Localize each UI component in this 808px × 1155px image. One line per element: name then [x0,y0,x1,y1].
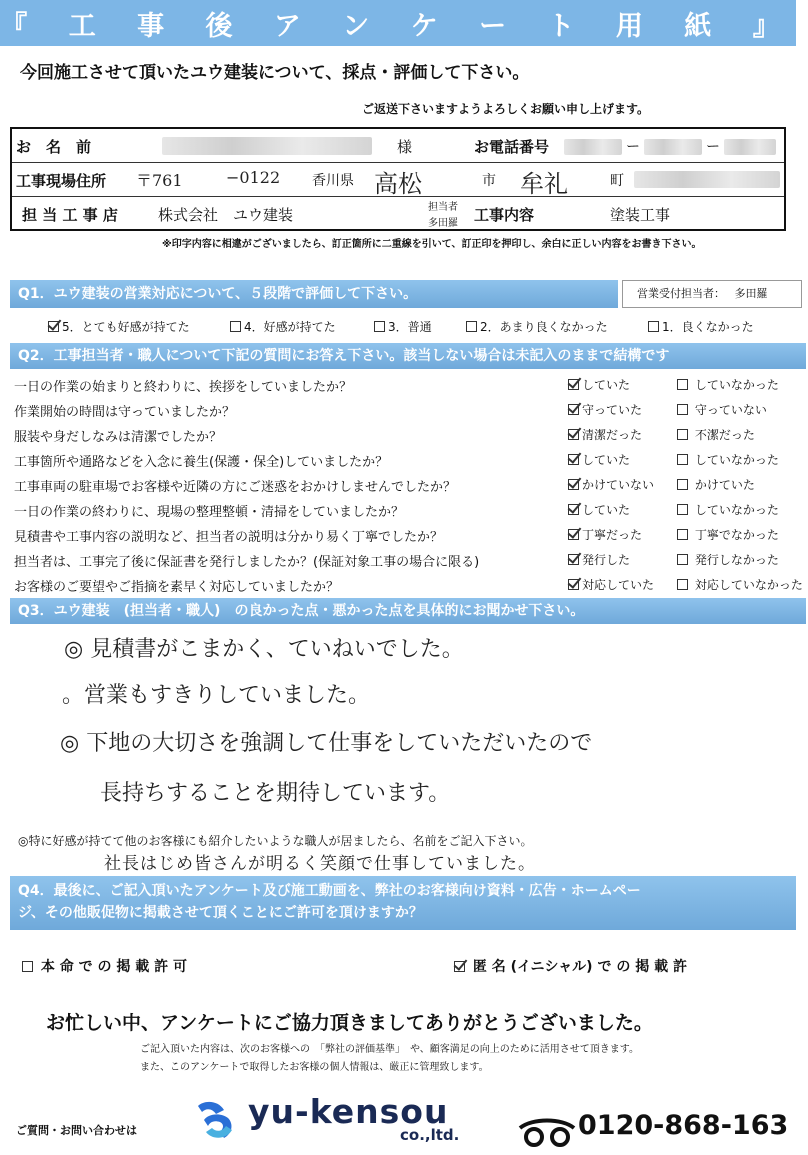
q2-question: 工事車両の駐車場でお客様や近隣の方にご迷惑をおかけしませんでしたか？ [14,480,457,495]
q2-answer-no[interactable]: していなかった [677,451,779,468]
q4-option-anonymous[interactable]: 匿 名 (イニシャル) で の 掲 載 許 [454,956,687,976]
q2-answer-no[interactable]: 丁寧でなかった [677,526,779,543]
town-label: 町 [610,173,624,189]
checkbox-icon[interactable] [568,404,579,415]
freedial-icon [518,1116,576,1148]
q2-question: 服装や身だしなみは清潔でしたか？ [14,430,223,445]
q2-question: 一日の作業の始まりと終わりに、挨拶をしていましたか？ [14,380,353,395]
checkbox-icon[interactable] [677,479,688,490]
company-label: 担 当 工 事 店 [22,206,118,224]
contact-label: ご質問・お問い合わせは [16,1124,137,1137]
sama-label: 様 [397,138,413,156]
checkbox-icon[interactable] [677,429,688,440]
q3-title: Q3．ユウ建装 (担当者・職人) の良かった点・悪かった点を具体的にお聞かせ下さい。 [10,598,806,624]
q1-option-3[interactable]: 3．普通 [374,318,432,335]
q2-row [14,472,804,497]
q2-question: 一日の作業の終わりに、現場の整理整頓・清掃をしていましたか？ [14,505,405,520]
q2-answer-yes[interactable]: していた [568,451,630,468]
q2-answer-yes[interactable]: 対応していた [568,576,654,593]
q2-row [14,422,804,447]
q2-question: 作業開始の時間は守っていましたか？ [14,405,236,420]
checkbox-icon[interactable] [568,579,579,590]
city-label: 市 [482,173,496,189]
checkbox-icon[interactable] [677,504,688,515]
q2-row [14,522,804,547]
q1-title: Q1．ユウ建装の営業対応について、５段階で評価して下さい。 [10,280,618,308]
footer-note-2: また、このアンケートで取得したお客様の個人情報は、厳正に管理致します。 [140,1062,489,1073]
checkbox-icon[interactable] [454,961,465,972]
postal-rest: −0122 [226,168,281,187]
q2-answer-yes[interactable]: していた [568,376,630,393]
checkbox-icon[interactable] [677,454,688,465]
q1-option-1[interactable]: 1．良くなかった [648,318,754,335]
town-handwritten: 牟礼 [520,170,568,198]
q3-answer-1: ◎ 見積書がこまかく、ていねいでした。 [64,637,464,662]
q2-row [14,447,804,472]
city-handwritten: 高松 [374,170,422,198]
q2-answer-yes[interactable]: 丁寧だった [568,526,642,543]
q3-note: ◎特に好感が持てて他のお客様にも紹介したいような職人が居ましたら、名前をご記入下さい。 [18,834,533,848]
checkbox-icon[interactable] [568,429,579,440]
q2-answer-no[interactable]: かけていた [677,476,755,493]
q2-title: Q2．工事担当者・職人について下記の質問にお答え下さい。該当しない場合は未記入のままで結構です [10,343,806,369]
redacted-phone-3 [724,139,776,155]
checkbox-icon[interactable] [48,321,59,332]
checkbox-icon[interactable] [22,961,33,972]
q4-title-line-2: ジ、その他販促物に掲載させて頂くことにご許可を頂けますか？ [18,905,423,921]
q2-answer-no[interactable]: 守っていない [677,401,767,418]
checkbox-icon[interactable] [648,321,659,332]
q1-option-5[interactable]: 5．とても好感が持てた [48,318,190,335]
q2-question: 担当者は、工事完了後に保証書を発行しましたか？(保証対象工事の場合に限る) [14,555,480,570]
checkbox-icon[interactable] [568,379,579,390]
checkbox-icon[interactable] [677,379,688,390]
q2-answer-no[interactable]: していなかった [677,501,779,518]
checkbox-icon[interactable] [677,529,688,540]
q2-question: 見積書や工事内容の説明など、担当者の説明は分かり易く丁寧でしたか？ [14,530,444,545]
q2-row [14,372,804,397]
footer-note-1: ご記入頂いた内容は、次のお客様への 「弊社の評価基準」 や、顧客満足の向上のために活用させて頂きます。 [140,1044,639,1055]
q2-row [14,572,804,597]
postal-code: 〒761 [136,171,183,190]
checkbox-icon[interactable] [677,404,688,415]
q1-option-2[interactable]: 2．あまり良くなかった [466,318,608,335]
work-label: 工事内容 [474,206,535,224]
sales-box [622,280,802,308]
checkbox-icon[interactable] [677,579,688,590]
logo-subtext: co.,ltd. [400,1126,460,1144]
logo-text: yu-kensou [248,1092,449,1131]
checkbox-icon[interactable] [230,321,241,332]
company-logo-icon [194,1098,242,1142]
q2-answer-yes[interactable]: していた [568,501,630,518]
checkbox-icon[interactable] [568,529,579,540]
prefecture: 香川県 [312,173,354,189]
staff-label: 担当者 [428,202,458,213]
q2-answer-no[interactable]: 対応していなかった [677,576,803,593]
phone-label: お電話番号 [474,138,550,156]
checkbox-icon[interactable] [568,479,579,490]
phone-sep-1: ー [626,139,640,155]
q4-title-box [10,876,796,930]
company-name: 株式会社 ユウ建装 [158,206,294,224]
info-table [10,127,786,231]
page-title: 『 工 事 後 ア ン ケ ー ト 用 紙 』 [0,10,796,42]
q2-question: 工事箇所や通路などを入念に養生(保護・保全)していましたか？ [14,455,389,470]
sales-name: 多田羅 [734,287,768,300]
q2-answer-no[interactable]: していなかった [677,376,779,393]
q2-answer-yes[interactable]: 守っていた [568,401,642,418]
redacted-phone-1 [564,139,622,155]
checkbox-icon[interactable] [568,504,579,515]
q2-answer-no[interactable]: 発行しなかった [677,551,779,568]
q2-row [14,497,804,522]
checkbox-icon[interactable] [568,554,579,565]
q2-row [14,547,804,572]
address-label: 工事現場住所 [16,172,107,190]
q2-answer-yes[interactable]: かけていない [568,476,654,493]
phone-number: 0120-868-163 [578,1110,789,1141]
q3-note-answer: 社長はじめ皆さんが明るく笑顔で仕事していました。 [104,854,536,874]
redacted-phone-2 [644,139,702,155]
checkbox-icon[interactable] [677,554,688,565]
phone-sep-2: ー [706,139,720,155]
work-value: 塗装工事 [610,206,671,224]
q3-answer-2: 。営業もすきりしていました。 [62,683,371,708]
q2-row [14,397,804,422]
q2-answer-yes[interactable]: 清潔だった [568,426,642,443]
correction-note: ※印字内容に相違がございましたら、訂正箇所に二重線を引いて、訂正印を押印し、余白に正しい内容をお書き下さい。 [162,239,702,250]
checkbox-icon[interactable] [466,321,477,332]
checkbox-icon[interactable] [374,321,385,332]
q2-answer-no[interactable]: 不潔だった [677,426,755,443]
q3-answer-3: ◎ 下地の大切さを強調して仕事をしていただいたので [60,731,593,756]
return-note: ご返送下さいますようよろしくお願い申し上げます。 [362,102,650,116]
name-label: お 名 前 [16,138,92,156]
redacted-name [162,137,372,155]
q4-option-named[interactable]: 本 命 で の 掲 載 許 可 [22,956,187,976]
staff-name: 多田羅 [428,218,458,229]
q1-option-4[interactable]: 4．好感が持てた [230,318,336,335]
subtitle: 今回施工させて頂いたユウ建装について、採点・評価して下さい。 [20,63,530,83]
q2-question: お客様のご要望やご指摘を素早く対応していましたか？ [14,580,340,595]
q3-answer-4: 長持ちすることを期待しています。 [100,781,451,806]
checkbox-icon[interactable] [568,454,579,465]
redacted-address [634,171,780,188]
q4-title-line-1: Q4．最後に、ご記入頂いたアンケート及び施工動画を、弊社のお客様向け資料・広告・ホームペー [18,883,641,899]
thanks-message: お忙しい中、アンケートにご協力頂きましてありがとうございました。 [46,1012,653,1034]
sales-label: 営業受付担当者： [637,287,725,300]
title-bar [0,0,796,46]
q2-answer-yes[interactable]: 発行した [568,551,630,568]
